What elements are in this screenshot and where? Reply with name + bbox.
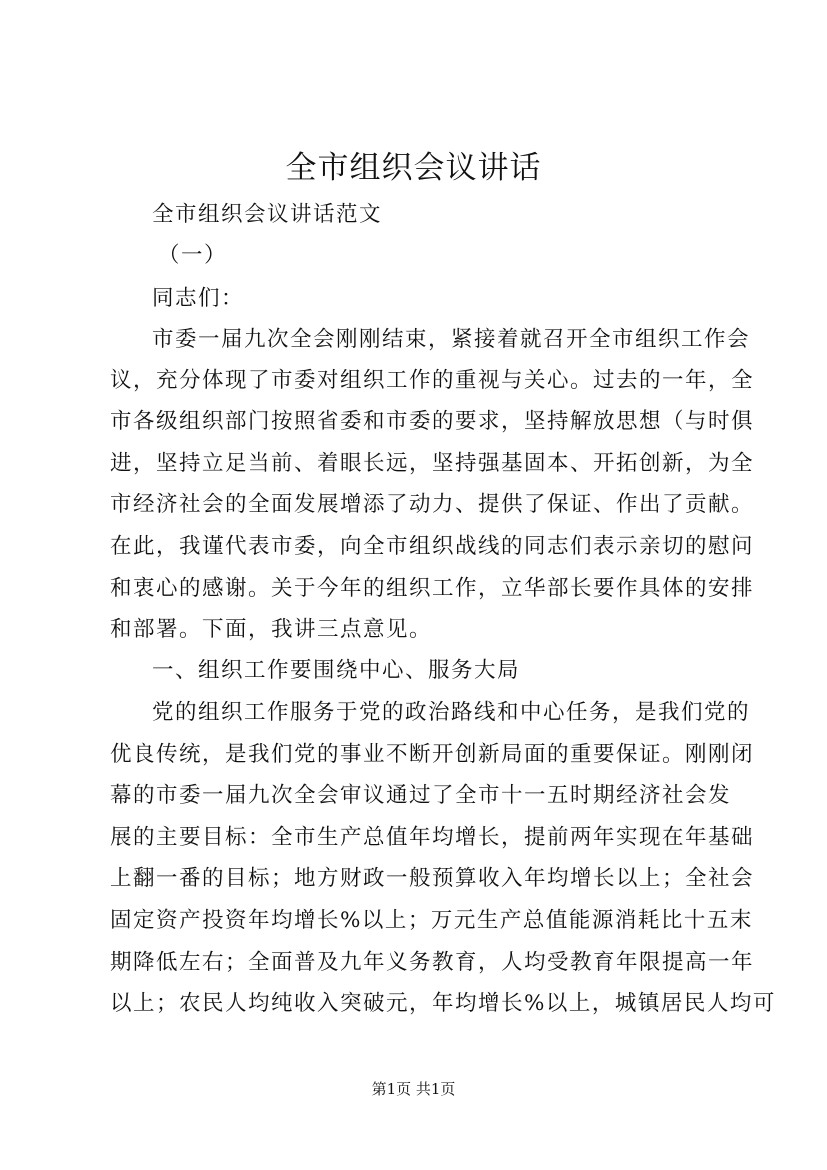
body-line: 展的主要目标：全市生产总值年均增长，提前两年实现在年基础 bbox=[110, 825, 755, 850]
body-line: 幕的市委一届九次全会审议通过了全市十一五时期经济社会发 bbox=[110, 783, 732, 808]
body-line: 以上；农民人均纯收入突破元，年均增长%以上，城镇居民人均可 bbox=[110, 991, 776, 1016]
document-title: 全市组织会议讲话 bbox=[285, 150, 542, 186]
body-line: 在此，我谨代表市委，向全市组织战线的同志们表示亲切的慰问 bbox=[110, 534, 755, 559]
salutation: 同志们： bbox=[152, 286, 245, 311]
body-line: 和部署。下面，我讲三点意见。 bbox=[110, 617, 433, 642]
body-line: 市经济社会的全面发展增添了动力、提供了保证、作出了贡献。 bbox=[110, 492, 755, 517]
section-marker: （一） bbox=[158, 243, 228, 268]
document-subtitle: 全市组织会议讲话范文 bbox=[152, 202, 383, 227]
body-line: 议，充分体现了市委对组织工作的重视与关心。过去的一年，全 bbox=[110, 368, 755, 393]
page-number-footer: 第1页 共1页 bbox=[371, 1080, 456, 1098]
body-line: 和衷心的感谢。关于今年的组织工作，立华部长要作具体的安排 bbox=[110, 576, 755, 601]
body-line: 上翻一番的目标；地方财政一般预算收入年均增长以上；全社会 bbox=[110, 866, 755, 891]
body-line: 市各级组织部门按照省委和市委的要求，坚持解放思想（与时俱 bbox=[110, 409, 755, 434]
body-line: 固定资产投资年均增长%以上；万元生产总值能源消耗比十五末 bbox=[110, 908, 753, 933]
body-line: 进，坚持立足当前、着眼长远，坚持强基固本、开拓创新，为全 bbox=[110, 451, 755, 476]
body-line: 期降低左右；全面普及九年义务教育，人均受教育年限提高一年 bbox=[110, 950, 755, 975]
body-line: 优良传统，是我们党的事业不断开创新局面的重要保证。刚刚闭 bbox=[110, 742, 755, 767]
section-heading: 一、组织工作要围绕中心、服务大局 bbox=[152, 658, 521, 683]
body-line: 市委一届九次全会刚刚结束，紧接着就召开全市组织工作会 bbox=[152, 327, 751, 352]
body-line: 党的组织工作服务于党的政治路线和中心任务，是我们党的 bbox=[152, 700, 751, 725]
